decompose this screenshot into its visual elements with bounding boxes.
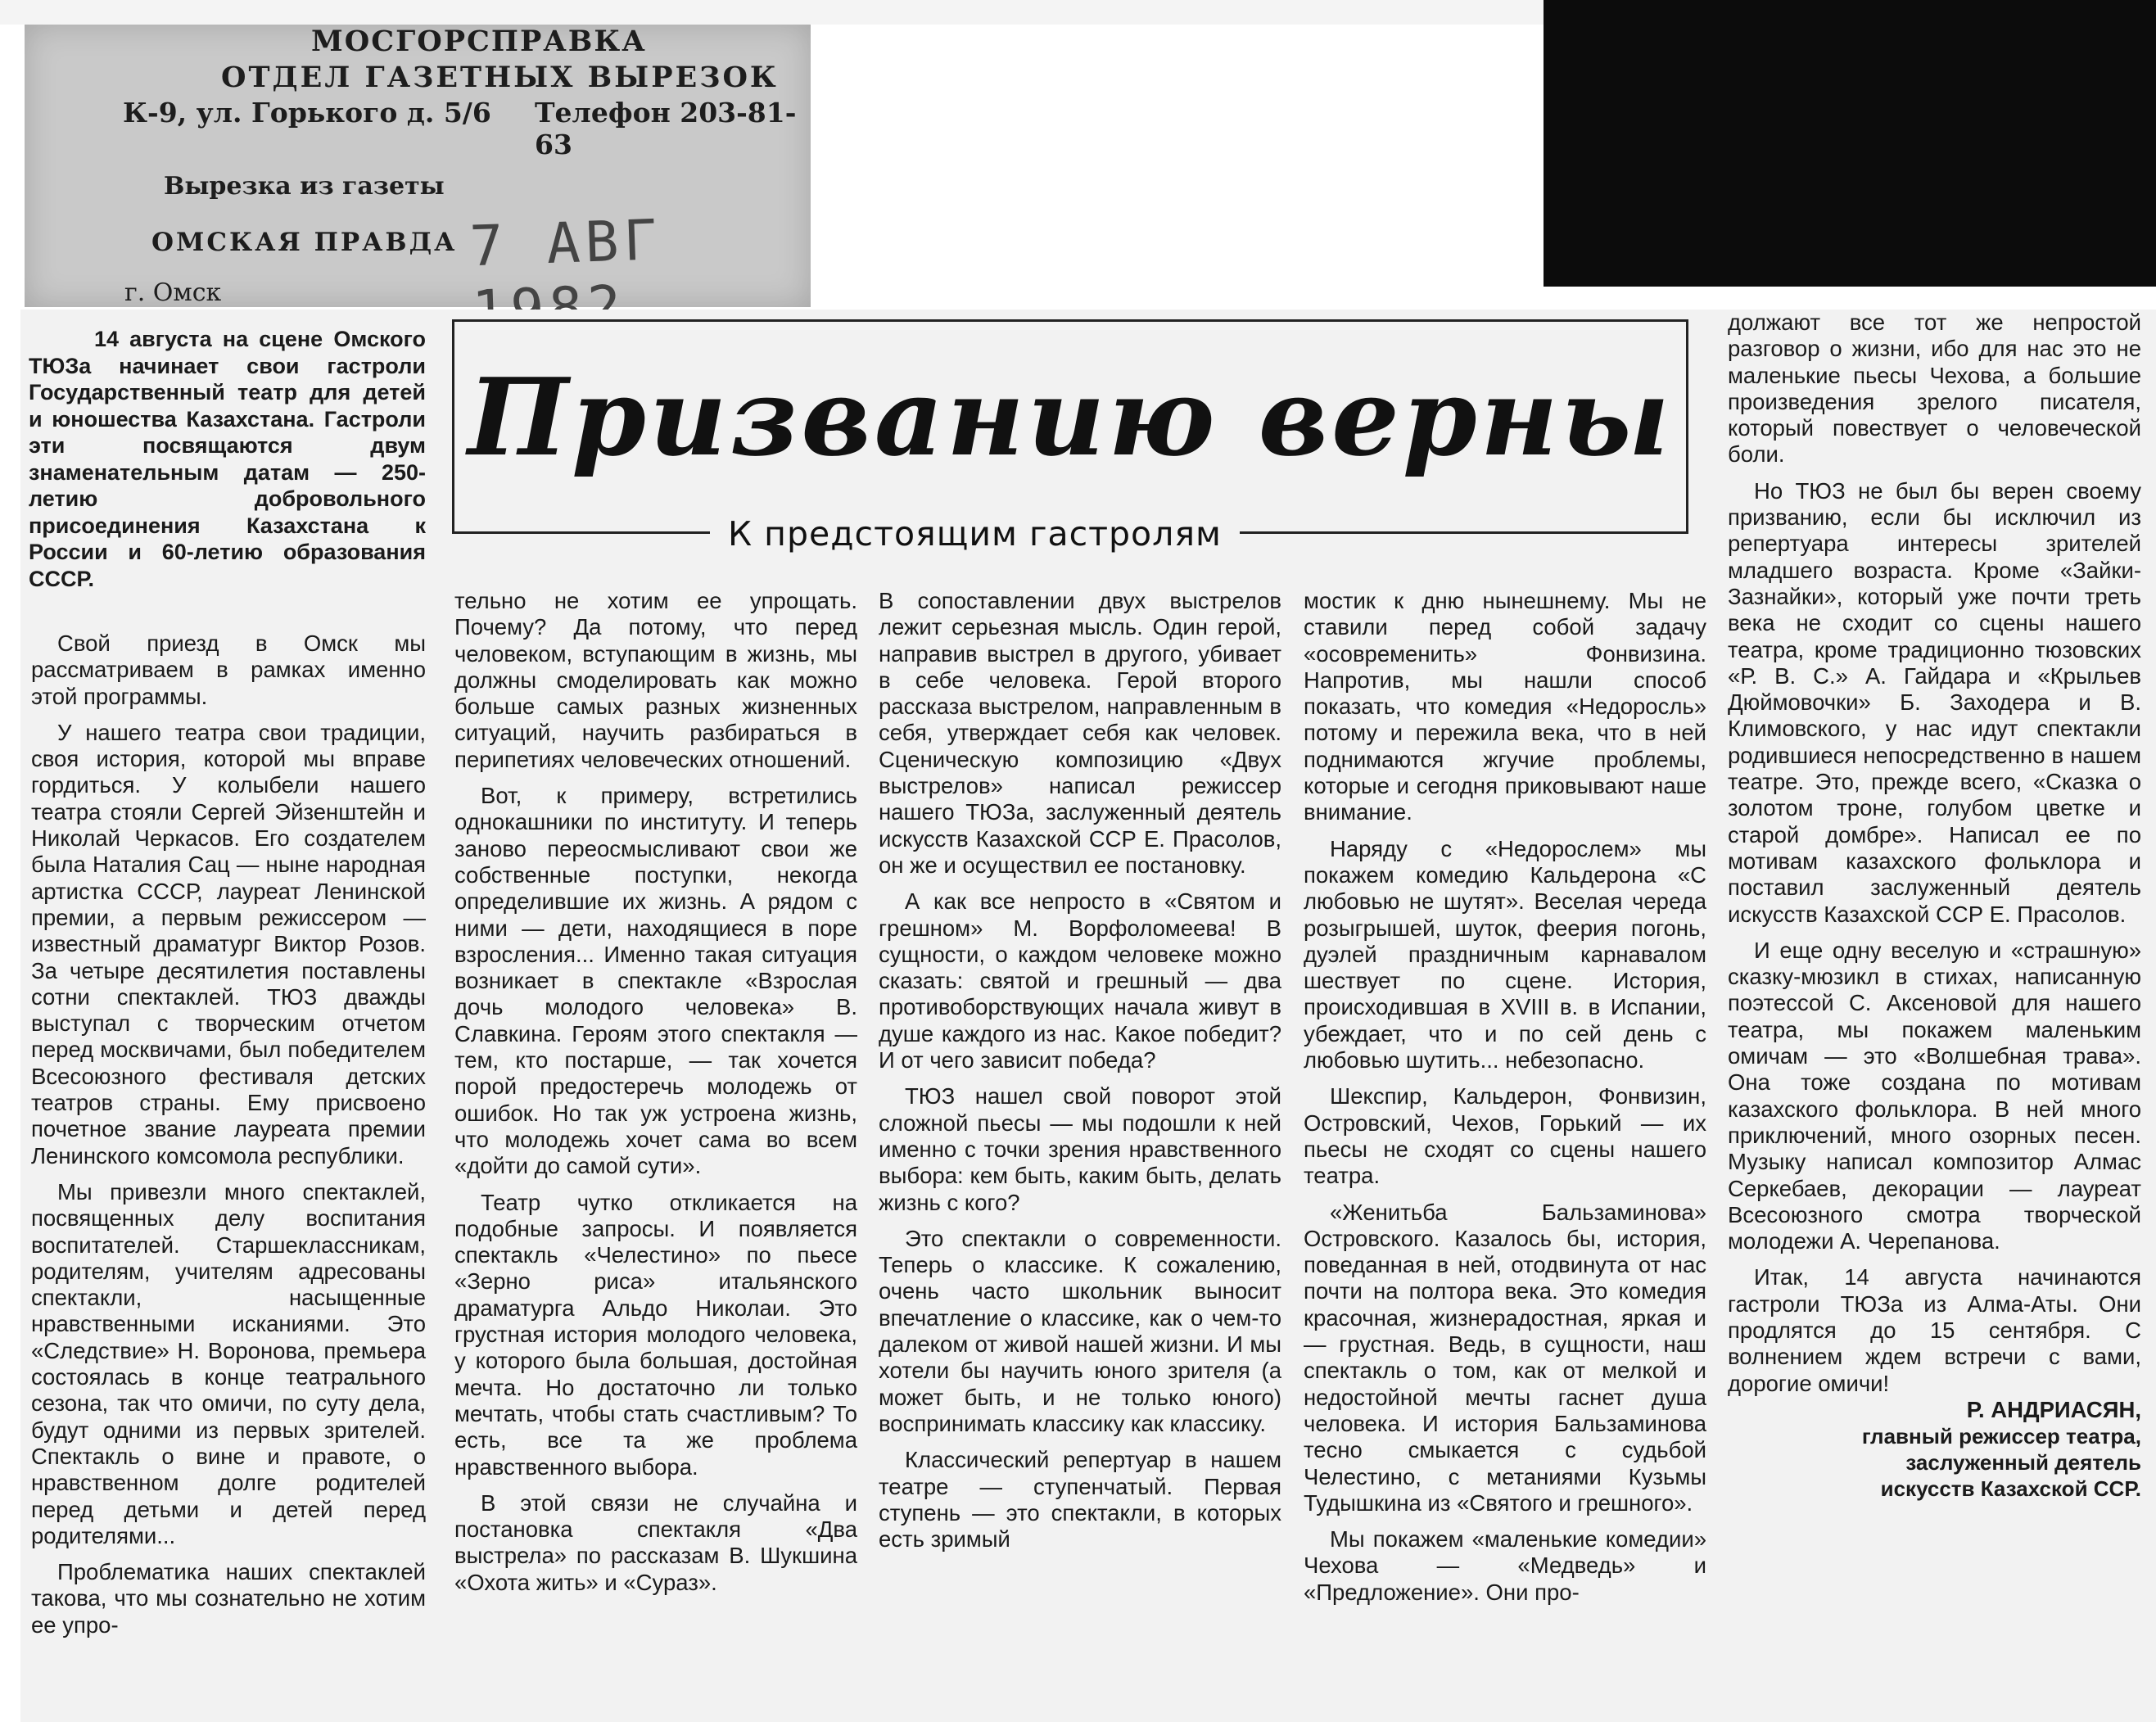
- author-role-1: главный режиссер театра,: [1861, 1424, 2141, 1449]
- paragraph: Мы покажем «маленькие комедии» Чехова — «Медведь» и «Предложение». Они про-: [1304, 1526, 1706, 1605]
- paragraph: А как все непросто в «Святом и грешном» М. Ворфоломеева! В сущности, о каждом человеке можно сказать: святой и грешный — два противоборствующих начала живут в душе каждого из нас. Какое победит? И от чего зависит победа?: [879, 888, 1281, 1073]
- article-column-4: [1304, 588, 1706, 1606]
- paragraph: Но ТЮЗ не был бы верен своему призванию, если бы исключил из репертуара интересы зрителей младшего возраста. Кроме «Зайки-Зазнайки», который уже почти треть века не сходит со сцены нашего театра, кроме традиционно тюзовских «Р. В. С.» А. Гайдара и «Крыльев Дюймовочки» Б. Заходера и В. Климовского, у нас идут спектакли родившиеся непосредственно в нашем театре. Это, прежде всего, «Сказка о золотом троне, голубом цветке и старой домбре». Написал ее по мотивам казахского фольклора и поставил заслуженный деятель искусств Казахской ССР Е. Прасолов.: [1728, 477, 2141, 927]
- article-column-5: [1728, 310, 2141, 1502]
- paragraph: Классический репертуар в нашем театре — ступенчатый. Первая ступень — это спектакли, в которых есть зримый: [879, 1447, 1281, 1553]
- paragraph: Итак, 14 августа начинаются гастроли ТЮЗа из Алма-Аты. Они продлятся до 15 сентября. С волнением ждем встречи с вами, дорогие омичи!: [1728, 1264, 2141, 1396]
- label-city: г. Омск: [124, 278, 222, 307]
- paragraph: «Женитьба Бальзаминова» Островского. Казалось бы, история, поведанная в ней, отодвинута от нас почти на полтора века. Это комедия красочная, жизнерадостная, яркая и — грустная. Ведь, в сущности, наш спектакль о том, как от мелкой и недостойной мечты гаснет душа человека. И история Бальзаминова тесно смыкается с судьбой Челестино, с метаниями Кузьмы Тудышкина из «Святого и грешного».: [1304, 1199, 1706, 1516]
- article-column-2: [454, 588, 857, 1596]
- paragraph: Свой приезд в Омск мы рассматриваем в рамках именно этой программы.: [31, 630, 426, 709]
- paragraph: мостик к дню нынешнему. Мы не ставили перед собой задачу «осовременить» Фонвизина. Напротив, мы нашли способ показать, что комедия «Недоросль» потому и пережила века, что в ней поднимаются жгучие проблемы, которые и сегодня приковывают наше внимание.: [1304, 588, 1706, 825]
- paragraph: Это спектакли о современности. Теперь о классике. К сожалению, очень часто школьник выносит впечатление о классике, как о чем-то далеком от живой нашей жизни. И мы хотели бы научить юного зрителя (а может быть, и не только юного) воспринимать классику как классику.: [879, 1225, 1281, 1436]
- paragraph: Проблематика наших спектаклей такова, что мы сознательно не хотим ее упро-: [31, 1559, 426, 1638]
- author-role-3: искусств Казахской ССР.: [1880, 1476, 2141, 1502]
- paragraph: В этой связи не случайна и постановка спектакля «Два выстрела» по рассказам В. Шукшина «Охота жить» и «Сураз».: [454, 1489, 857, 1595]
- label-newspaper: ОМСКАЯ ПРАВДА: [151, 228, 458, 257]
- paragraph: Вот, к примеру, встретились однокашники по институту. И теперь заново переосмысливают свои же собственные поступки, некогда определившие их жизнь. А рядом с ними — дети, находящиеся в поре взросления... Именно такая ситуация возникает в спектакле «Взрослая дочь молодого человека» В. Славкина. Героям этого спектакля — тем, кто постарше, — так хочется порой предостеречь молодежь от ошибок. Но так уж устроена жизнь, что молодежь хочет сама во всем «дойти до самой сути».: [454, 783, 857, 1179]
- author-name: Р. АНДРИАСЯН,: [1966, 1396, 2141, 1422]
- label-dept: ОТДЕЛ ГАЗЕТНЫХ ВЫРЕЗОК: [221, 61, 779, 94]
- paragraph: Мы привезли много спектаклей, посвященных делу воспитания воспитателей. Старшеклассникам, родителям, учителям адресованы спектакли, насыщенные нравственными исканиями. Это «Следствие» Н. Воронова, премьера состоялась в конце театрального сезона, так что омичи, по суту дела, будут одними из первых зрителей. Спектакль о вине и правоте, о нравственном долге родителей перед детьми и детей перед родителями...: [31, 1178, 426, 1548]
- paragraph: Шекспир, Кальдерон, Фонвизин, Островский, Чехов, Горький — их пьесы не сходят со сцены нашего театра.: [1304, 1083, 1706, 1189]
- paragraph: В сопоставлении двух выстрелов лежит серьезная мысль. Один герой, направив выстрел в другого, убивает в себе человека. Герой второго рассказа выстрелом, направленным в себя, утверждает себя как человек. Сценическую композицию «Двух выстрелов» написал режиссер нашего ТЮЗа, заслуженный деятель искусств Казахской ССР Е. Прасолов, он же и осуществил ее постановку.: [879, 588, 1281, 878]
- article-subtitle: К предстоящим гастролям: [710, 514, 1240, 554]
- paragraph: ТЮЗ нашел свой поворот этой сложной пьесы — мы подошли к ней именно с точки зрения нравственного выбора: кем быть, каким быть, делать жизнь с кого?: [879, 1083, 1281, 1215]
- label-address: К-9, ул. Горького д. 5/6: [123, 97, 491, 129]
- article-lead: [29, 326, 426, 592]
- lead-text: 14 августа на сцене Омского ТЮЗа начинает свои гастроли Государственный театр для детей и юношества Казахстана. Гастроли эти посвящаются двум знаменательным датам — 250-летию добровольного присоединения Казахстана к России и 60-летию образования СССР.: [29, 327, 426, 591]
- article-column-1: [31, 630, 426, 1638]
- article-title: Призванию верны: [468, 355, 1673, 480]
- paragraph: Наряду с «Недорослем» мы покажем комедию Кальдерона «С любовью не шутят». Веселая череда розыгрышей, шуток, феерия погонь, дуэлей праздничным карнавалом шествует по сцене. История, происходившая в XVIII в. в Испании, убеждает, что и по сей день с любовью шутить... небезопасно.: [1304, 835, 1706, 1073]
- paragraph: И еще одну веселую и «страшную» сказку-мюзикл в стихах, написанную поэтессой С. Аксеновой для нашего театра, мы покажем маленьким омичам — это «Волшебная трава». Она тоже создана по мотивам казахского фольклора. В ней много приключений, много озорных песен. Музыку написал композитор Алмас Серкебаев, декорации — лауреат Всесоюзного смотра творческой молодежи А. Черепанова.: [1728, 937, 2141, 1254]
- author-role-2: заслуженный деятель: [1905, 1450, 2141, 1476]
- headline-box: [452, 319, 1688, 534]
- label-phone: Телефон 203-81-63: [535, 97, 797, 160]
- article-column-3: [879, 588, 1281, 1553]
- paragraph: тельно не хотим ее упрощать. Почему? Да потому, что перед человеком, вступающим в жизнь, мы должны смоделировать как можно больше самых разных жизненных ситуаций, научить разбираться в перипетиях человеческих отношений.: [454, 588, 857, 772]
- clipping-label: [25, 25, 811, 307]
- paragraph: должают все тот же непростой разговор о жизни, ибо для нас это не маленькие пьесы Чехова, а большие произведения зрелого писателя, который повествует о человеческой боли.: [1728, 310, 2141, 468]
- label-org: МОСГОРСПРАВКА: [311, 25, 647, 58]
- paragraph: У нашего театра свои традиции, своя история, которой мы вправе гордиться. У колыбели нашего театра стояли Сергей Эйзенштейн и Николай Черкасов. Его создателем была Наталия Сац — ныне народная артистка СССР, лауреат Ленинской премии, а первым режиссером — известный драматург Виктор Розов. За четыре десятилетия поставлены сотни спектаклей. ТЮЗ дважды выступал с творческим отчетом перед москвичами, был победителем Всесоюзного фестиваля детских театров страны. Ему присвоено почетное звание лауреата премии Ленинского комсомола республики.: [31, 719, 426, 1168]
- date-stamp: 7 АВГ: [468, 208, 663, 280]
- paragraph: Театр чутко откликается на подобные запросы. И появляется спектакль «Челестино» по пьесе «Зерно риса» итальянского драматурга Альдо Николаи. Это грустная история молодого человека, у которого была большая, достойная мечта. Но достаточно ли только мечтать, чтобы стать счастливым? То есть, все та же проблема нравственного выбора.: [454, 1189, 857, 1480]
- scanner-black-area: [1544, 0, 2156, 287]
- label-clipping-from: Вырезка из газеты: [164, 172, 445, 201]
